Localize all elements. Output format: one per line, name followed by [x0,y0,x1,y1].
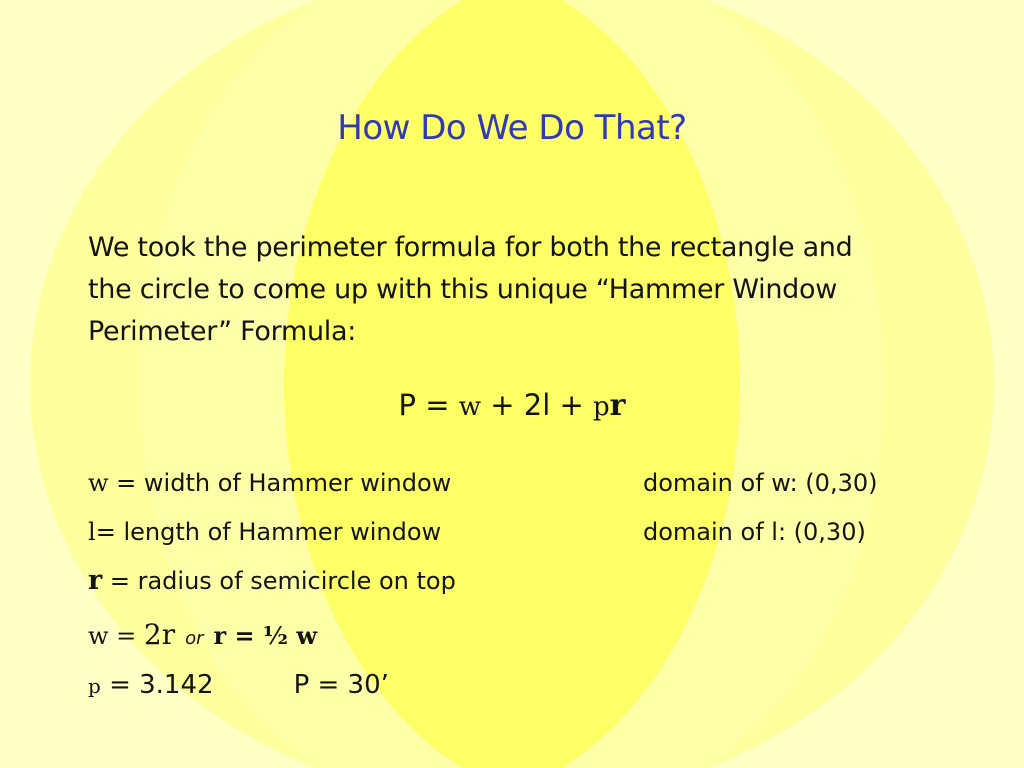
relation-row [88,617,317,657]
formula-w: w [458,392,482,422]
relation-rhs: r = ½ w [213,621,318,650]
formula-lhs: P = [398,388,459,422]
definition-var: l [88,518,96,546]
relation-or: or [185,628,204,649]
definition-var: r [88,565,103,596]
pi-value: = 3.142 [100,670,214,700]
relation-two-r: 2r [143,618,176,651]
definition-sep: = [108,469,144,497]
formula-mid: + 2l + [481,388,593,422]
definition-sep: = [95,518,124,546]
definition-text: width of Hammer window [143,469,452,497]
perimeter-value: P = 30’ [293,670,389,700]
relation-lhs: w = [88,622,144,650]
definition-r [88,563,456,599]
definition-sep: = [102,567,138,595]
domain-w: domain of w: (0,30) [643,469,878,497]
intro-paragraph [88,227,938,353]
intro-line: the circle to come up with this unique “Hammer Window [88,274,838,305]
slide-title: How Do We Do That? [337,108,687,148]
perimeter-formula [0,384,1024,428]
intro-line: We took the perimeter formula for both the rectangle and [88,232,853,263]
definition-text: radius of semicircle on top [137,567,456,595]
definition-w [88,465,451,501]
formula-pi: p [593,392,610,422]
domain-l: domain of l: (0,30) [643,518,866,546]
definition-var: w [88,469,109,497]
pi-label: p [88,674,101,698]
constants-row [88,667,389,704]
formula-r: r [609,388,626,423]
intro-line: Perimeter” Formula: [88,316,357,347]
definition-text: length of Hammer window [123,518,442,546]
definition-l [88,514,441,550]
